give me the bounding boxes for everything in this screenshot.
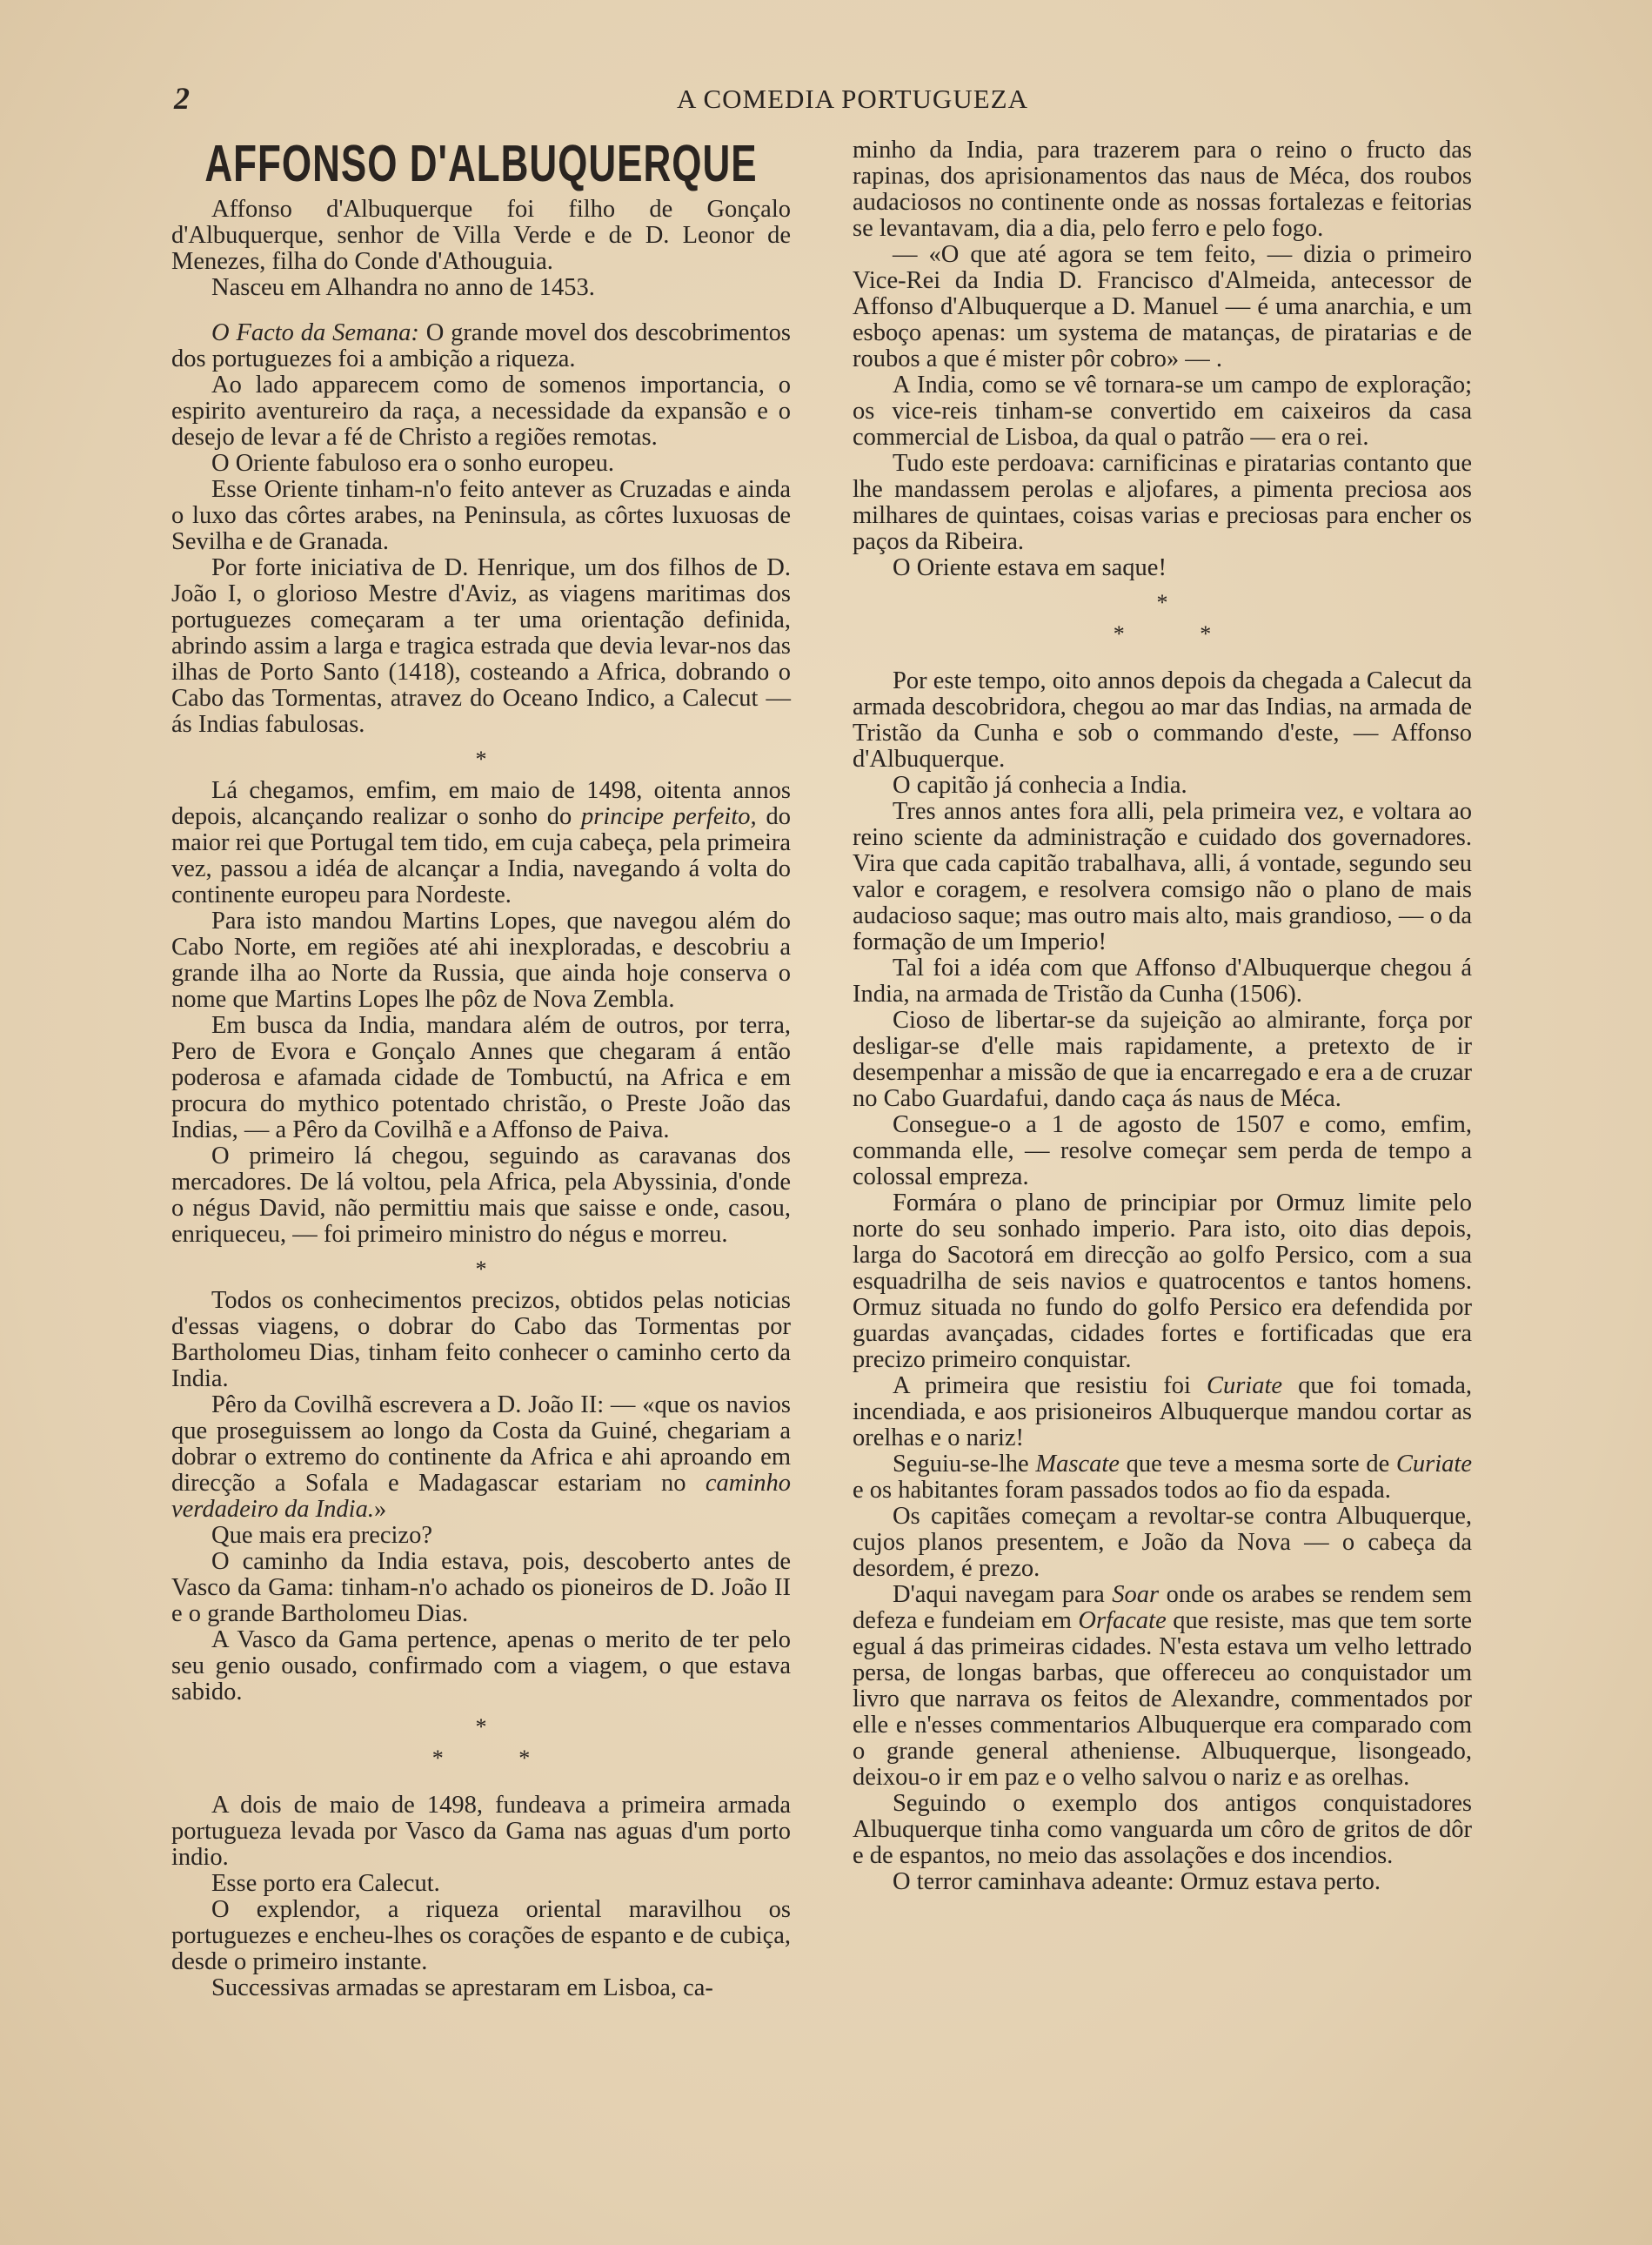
section-label: O Facto da Semana: (211, 319, 419, 346)
paragraph: Esse porto era Calecut. (211, 1870, 440, 1897)
section-separator: * (475, 747, 487, 772)
paragraph: Seguiu-se-lhe Mascate que teve a mesma sorte de Curiate e os habitantes foram passados todos ao fio da espada. (853, 1451, 1472, 1504)
paragraph: A primeira que resistiu foi Curiate que foi tomada, incendiada, e aos prisioneiros Albuquerque mandou cortar as orelhas e o nariz! (853, 1372, 1472, 1451)
paragraph: Para isto mandou Martins Lopes, que navegou além do Cabo Norte, em regiões até ahi inexploradas, e descobriu a grande ilha ao Norte da Russia, que ainda hoje conserva o nome que Martins Lopes lhe pôz de Nova Zembla. (171, 908, 791, 1013)
page-number: 2 (174, 81, 190, 116)
paragraph: Em busca da India, mandara além de outros, por terra, Pero de Evora e Gonçalo Annes que chegaram á então poderosa e afamada cidade de Tombuctú, na Africa e em procura do mythico potentado christão, o Preste João das Indias, — a Pêro da Covilhã e a Affonso de Paiva. (171, 1012, 791, 1143)
paragraph: minho da India, para trazerem para o reino o fructo das rapinas, dos aprisionamentos das naus de Méca, dos roubos audaciosos no continente onde as nossas fortalezas e feitorias se levantavam, dia a dia, pelo ferro e pelo fogo. (853, 137, 1472, 242)
article-title: AFFONSO D'ALBUQUERQUE (204, 135, 758, 193)
paragraph: Successivas armadas se aprestaram em Lisboa, ca- (211, 1974, 713, 2001)
paragraph: Consegue-o a 1 de agosto de 1507 e como, emfim, commanda elle, — resolve começar sem perda de tempo a colossal empreza. (853, 1111, 1472, 1190)
paragraph: Esse Oriente tinham-n'o feito antever as Cruzadas e ainda o luxo das côrtes arabes, na Peninsula, as côrtes luxuosas de Sevilha e de Granada. (171, 476, 791, 555)
paragraph: Por forte iniciativa de D. Henrique, um dos filhos de D. João I, o glorioso Mestre d'Aviz, as viagens maritimas dos portuguezes começaram a ter uma orientação definida, abrindo assim a larga e tragica estrada que devia levar-nos das ilhas de Porto Santo (1418), costeando a Africa, dobrando o Cabo das Tormentas, atravez do Oceano Indico, a Calecut — ás Indias fabulosas. (171, 554, 791, 738)
section-separator: * (475, 1257, 487, 1282)
paragraph: O capitão já conhecia a India. (893, 772, 1187, 799)
paragraph: O terror caminhava adeante: Ormuz estava perto. (893, 1868, 1381, 1895)
section-separator: * (475, 1714, 487, 1739)
paragraph: Formára o plano de principiar por Ormuz limite pelo norte do seu sonhado imperio. Para isto, oito dias depois, larga do Sacotorá em direcção ao golfo Persico, com a sua esquadrilha de seis navios e quatrocentos e tantos homens. Ormuz situada no fundo do golfo Persico era defendida por guardas avançadas, cidades fortes e fortificadas que era precizo primeiro conquistar. (853, 1190, 1472, 1373)
paragraph: Tudo este perdoava: carnificinas e piratarias contanto que lhe mandassem perolas e aljofares, a pimenta preciosa aos milhares de quintaes, coisas varias e preciosas para encher os paços da Ribeira. (853, 450, 1472, 555)
paragraph: A India, como se vê tornara-se um campo de exploração; os vice-reis tinham-se convertido em caixeiros da casa commercial de Lisboa, da qual o patrão — era o rei. (853, 372, 1472, 451)
left-column (171, 137, 791, 2001)
paragraph: Pêro da Covilhã escrevera a D. João II: — «que os navios que proseguissem ao longo da Costa da Guiné, chegariam a dobrar o extremo do continente da Africa e ahi aproando em direcção a Sofala e Madagascar estariam no caminho verdadeiro da India.» (171, 1391, 791, 1523)
section-separator: * (1156, 590, 1168, 615)
paragraph: Affonso d'Albuquerque foi filho de Gonçalo d'Albuquerque, senhor de Villa Verde e de D. Leonor de Menezes, filha do Conde d'Athouguia. (171, 196, 791, 275)
paragraph: O explendor, a riqueza oriental maravilhou os portuguezes e encheu-lhes os corações de espanto e de cubiça, desde o primeiro instante. (171, 1896, 791, 1975)
paragraph: Por este tempo, oito annos depois da chegada a Calecut da armada descobridora, chegou ao mar das Indias, na armada de Tristão da Cunha e sob o commando d'este, — Affonso d'Albuquerque. (853, 667, 1472, 773)
paragraph: O Facto da Semana: O grande movel dos descobrimentos dos portuguezes foi a ambição a riqueza. (171, 319, 792, 372)
paragraph: D'aqui navegam para Soar onde os arabes se rendem sem defeza e fundeiam em Orfacate que resiste, mas que tem sorte egual á das primeiras cidades. N'esta estava um velho lettrado persa, de longas barbas, que offereceu ao conquistador um livro que narrava os feitos de Alexandre, commentados por elle e n'esses commentarios Albuquerque era comparado com o grande general atheniense. Albuquerque, lisongeado, deixou-o ir em paz e o velho salvou o nariz e as orelhas. (853, 1581, 1472, 1791)
paragraph: O caminho da India estava, pois, descoberto antes de Vasco da Gama: tinham-n'o achado os pioneiros de D. João II e o grande Bartholomeu Dias. (171, 1548, 791, 1627)
paragraph: Seguindo o exemplo dos antigos conquistadores Albuquerque tinha como vanguarda um côro de gritos de dôr e de espantos, no meio das assolações e dos incendios. (853, 1790, 1472, 1869)
paragraph: O primeiro lá chegou, seguindo as caravanas dos mercadores. De lá voltou, pela Africa, pela Abyssinia, d'onde o négus David, não permittiu mais que saisse e onde, casou, enriqueceu, — foi primeiro ministro do négus e morreu. (171, 1143, 791, 1248)
paragraph: Tres annos antes fora alli, pela primeira vez, e voltara ao reino sciente da administração e cuidado dos governadores. Vira que cada capitão trabalhava, alli, á vontade, segundo seu valor e coragem, e resolvera comsigo não o plano de mais audacioso saque; mas outro mais alto, mais grandioso, — o da formação de um Imperio! (853, 798, 1472, 955)
paragraph: O Oriente estava em saque! (893, 554, 1167, 581)
paragraph: A dois de maio de 1498, fundeava a primeira armada portugueza levada por Vasco da Gama nas aguas d'um porto indio. (171, 1792, 791, 1871)
paragraph: O Oriente fabuloso era o sonho europeu. (211, 450, 614, 477)
paragraph: — «O que até agora se tem feito, — dizia o primeiro Vice-Rei da India D. Francisco d'Almeida, antecessor de Affonso d'Albuquerque a D. Manuel — é uma anarchia, e um esboço apenas: um systema de matanças, de piratarias e de roubos a que é mister pôr cobro» — . (853, 241, 1472, 372)
page-header (174, 80, 1531, 122)
paragraph: Ao lado apparecem como de somenos importancia, o espirito aventureiro da raça, a necessidade da expansão e o desejo de levar a fé de Christo a regiões remotas. (171, 372, 791, 451)
section-separator: * * (431, 1746, 565, 1771)
paragraph: Cioso de libertar-se da sujeição ao almirante, força por desligar-se d'elle mais rapidamente, a pretexto de ir desempenhar a missão de que ia encarregado e era a de cruzar no Cabo Guardafui, dando caça ás naus de Méca. (853, 1007, 1472, 1112)
paragraph: Todos os conhecimentos precizos, obtidos pelas noticias d'essas viagens, o dobrar do Cabo das Tormentas por Bartholomeu Dias, tinham feito conhecer o caminho certo da India. (171, 1287, 791, 1392)
paragraph: Os capitães começam a revoltar-se contra Albuquerque, cujos planos presentem, e João da Nova — o cabeça da desordem, é prezo. (853, 1503, 1472, 1582)
section-separator: * * (1113, 621, 1247, 647)
paragraph: Que mais era precizo? (211, 1522, 432, 1549)
paragraph: A Vasco da Gama pertence, apenas o merito de ter pelo seu genio ousado, confirmado com a viagem, o que estava sabido. (171, 1626, 791, 1706)
paragraph: Nasceu em Alhandra no anno de 1453. (211, 274, 595, 301)
running-title: A COMEDIA PORTUGUEZA (677, 84, 1028, 114)
paragraph: Lá chegamos, emfim, em maio de 1498, oitenta annos depois, alcançando realizar o sonho do principe perfeito, do maior rei que Portugal tem tido, em cuja cabeça, pela primeira vez, passou a idéa de alcançar a India, navegando á volta do continente europeu para Nordeste. (171, 777, 792, 908)
right-column (853, 137, 1472, 1895)
paragraph: Tal foi a idéa com que Affonso d'Albuquerque chegou á India, na armada de Tristão da Cunha (1506). (853, 955, 1472, 1008)
